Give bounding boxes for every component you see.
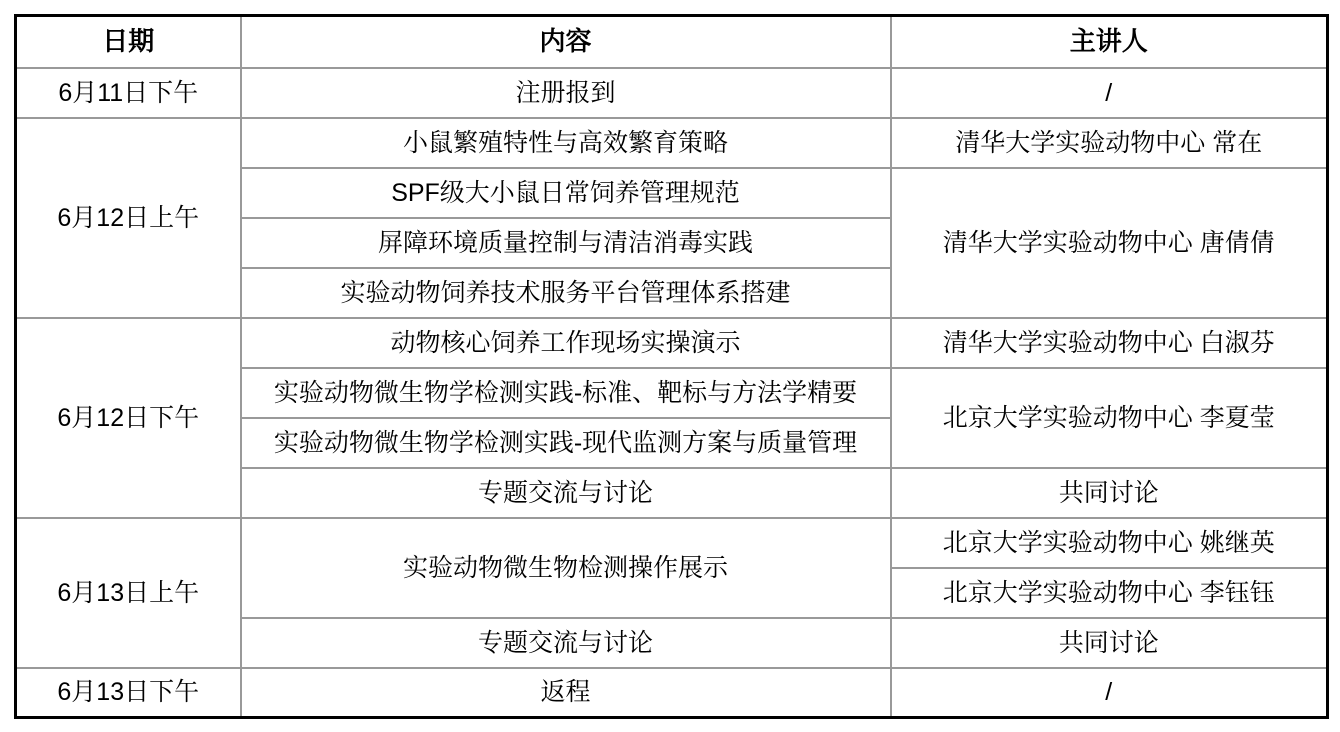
cell-content: 屏障环境质量控制与清洁消毒实践 <box>241 218 891 268</box>
cell-speaker: / <box>891 68 1328 118</box>
cell-content: 专题交流与讨论 <box>241 618 891 668</box>
table-row <box>16 118 1328 168</box>
cell-date: 6月12日下午 <box>16 318 241 518</box>
cell-content: 实验动物微生物检测操作展示 <box>241 518 891 618</box>
table-row <box>16 668 1328 718</box>
table-row <box>16 68 1328 118</box>
cell-content: 实验动物饲养技术服务平台管理体系搭建 <box>241 268 891 318</box>
table-header-row <box>16 16 1328 68</box>
cell-content: 注册报到 <box>241 68 891 118</box>
cell-speaker: 共同讨论 <box>891 468 1328 518</box>
header-cell-content: 内容 <box>241 16 891 68</box>
header-cell-speaker: 主讲人 <box>891 16 1328 68</box>
cell-speaker: / <box>891 668 1328 718</box>
cell-content: 实验动物微生物学检测实践-现代监测方案与质量管理 <box>241 418 891 468</box>
table-row <box>16 518 1328 568</box>
schedule-table <box>14 14 1329 719</box>
cell-speaker: 清华大学实验动物中心 唐倩倩 <box>891 168 1328 318</box>
cell-date: 6月13日下午 <box>16 668 241 718</box>
cell-date: 6月13日上午 <box>16 518 241 668</box>
cell-date: 6月11日下午 <box>16 68 241 118</box>
document-page <box>14 14 1329 719</box>
cell-speaker: 北京大学实验动物中心 姚继英 <box>891 518 1328 568</box>
cell-speaker: 清华大学实验动物中心 白淑芬 <box>891 318 1328 368</box>
cell-speaker: 北京大学实验动物中心 李夏莹 <box>891 368 1328 468</box>
cell-date: 6月12日上午 <box>16 118 241 318</box>
cell-speaker: 清华大学实验动物中心 常在 <box>891 118 1328 168</box>
table-row <box>16 318 1328 368</box>
cell-speaker: 北京大学实验动物中心 李钰钰 <box>891 568 1328 618</box>
cell-speaker: 共同讨论 <box>891 618 1328 668</box>
cell-content: 专题交流与讨论 <box>241 468 891 518</box>
cell-content: 实验动物微生物学检测实践-标准、靶标与方法学精要 <box>241 368 891 418</box>
cell-content: SPF级大小鼠日常饲养管理规范 <box>241 168 891 218</box>
header-cell-date: 日期 <box>16 16 241 68</box>
cell-content: 返程 <box>241 668 891 718</box>
cell-content: 动物核心饲养工作现场实操演示 <box>241 318 891 368</box>
cell-content: 小鼠繁殖特性与高效繁育策略 <box>241 118 891 168</box>
